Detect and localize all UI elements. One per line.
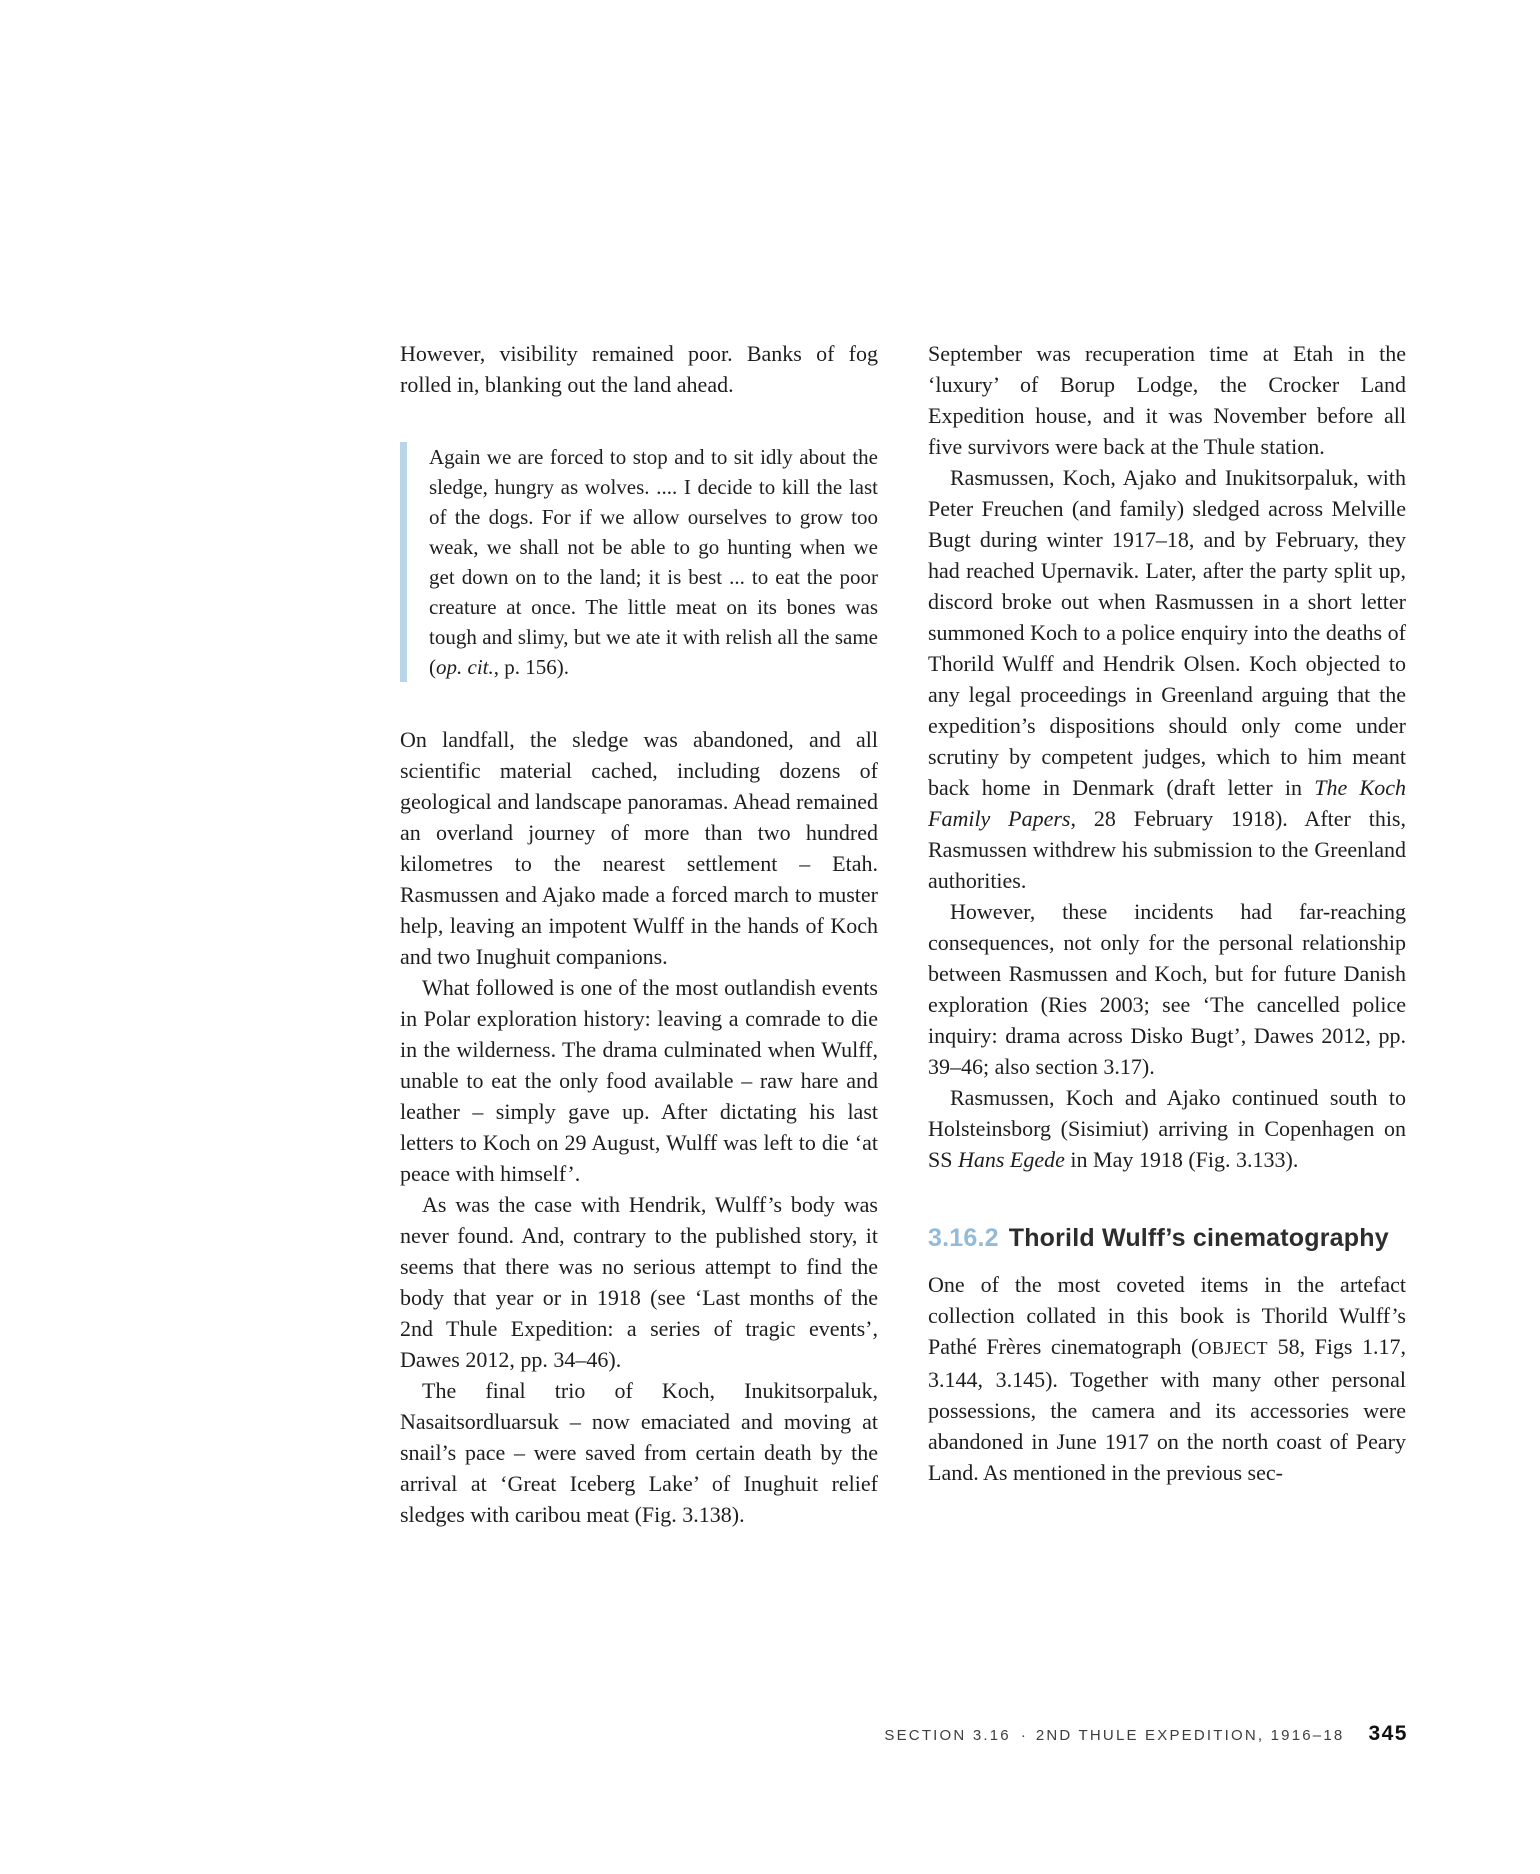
body-paragraph: Rasmussen, Koch and Ajako continued south to Holsteinsborg (Sisimiut) arriving in Copenhagen on SS Hans Egede in May 1918 (Fig. 3.133). [928, 1085, 1406, 1172]
left-column [400, 338, 878, 1530]
body-paragraph: What followed is one of the most outlandish events in Polar exploration history: leaving a comrade to die in the wilderness. The drama culminated when Wulff, unable to eat the only food available – raw hare and leather – simply gave up. After dictating his last letters to Koch on 29 August, Wulff was left to die ‘at peace with himself’. [400, 975, 878, 1186]
body-paragraph: Rasmussen, Koch, Ajako and Inukitsorpaluk, with Peter Freuchen (and family) sledged across Melville Bugt during winter 1917–18, and by February, they had reached Upernavik. Later, after the party split up, discord broke out when Rasmussen in a short letter summoned Koch to a police enquiry into the deaths of Thorild Wulff and Hendrik Olsen. Koch objected to any legal proceedings in Greenland arguing that the expedition’s dispositions should only come under scrutiny by competent judges, which to him meant back home in Denmark (draft letter in The Koch Family Papers, 28 February 1918). After this, Rasmussen withdrew his submission to the Greenland authorities. [928, 465, 1406, 893]
pull-quote: Again we are forced to stop and to sit idly about the sledge, hungry as wolves. .... I decide to kill the last of the dogs. For if we allow ourselves to grow too weak, we shall not be able to go hunting when we get down on to the land; it is best ... to eat the poor creature at once. The little meat on its bones was tough and slimy, but we ate it with relish all the same (op. cit., p. 156). [400, 442, 878, 682]
body-paragraph: On landfall, the sledge was abandoned, and all scientific material cached, including dozens of geological and landscape panoramas. Ahead remained an overland journey of more than two hundred kilometres to the nearest settlement – Etah. Rasmussen and Ajako made a forced march to muster help, leaving an impotent Wulff in the hands of Koch and two Inughuit companions. [400, 727, 878, 969]
page-footer [400, 1722, 1408, 1746]
page-number: 345 [1368, 1722, 1408, 1745]
body-paragraph: The final trio of Koch, Inukitsorpaluk, Nasaitsordluarsuk – now emaciated and moving at snail’s pace – were saved from certain death by the arrival at ‘Great Iceberg Lake’ of Inughuit relief sledges with caribou meat (Fig. 3.138). [400, 1378, 878, 1527]
body-paragraph: As was the case with Hendrik, Wulff’s body was never found. And, contrary to the published story, it seems that there was no serious attempt to find the body that year or in 1918 (see ‘Last months of the 2nd Thule Expedition: a series of tragic events’, Dawes 2012, pp. 34–46). [400, 1192, 878, 1372]
right-column [928, 338, 1406, 1530]
body-paragraph: However, these incidents had far-reaching consequences, not only for the personal relationship between Rasmussen and Koch, but for future Danish exploration (Ries 2003; see ‘The cancelled police inquiry: drama across Disko Bugt’, Dawes 2012, pp. 39–46; also section 3.17). [928, 899, 1406, 1079]
footer-chapter-title: 2ND THULE EXPEDITION, 1916–18 [1035, 1727, 1345, 1744]
footer-separator: · [1020, 1727, 1026, 1744]
body-paragraph: One of the most coveted items in the artefact collection collated in this book is Thorild Wulff’s Pathé Frères cinematograph (OBJECT 58, Figs 1.17, 3.144, 3.145). Together with many other personal possessions, the camera and its accessories were abandoned in June 1917 on the north coast of Peary Land. As mentioned in the previous sec- [928, 1272, 1406, 1485]
main-content [400, 338, 1406, 1530]
footer-section-label: SECTION 3.16 [884, 1727, 1011, 1744]
section-heading-number: 3.16.2 [928, 1224, 999, 1252]
body-paragraph: However, visibility remained poor. Banks of fog rolled in, blanking out the land ahead. [400, 341, 878, 397]
section-heading-title: Thorild Wulff’s cinematography [1008, 1224, 1389, 1252]
section-heading [928, 1223, 1406, 1253]
body-paragraph: September was recuperation time at Etah in the ‘luxury’ of Borup Lodge, the Crocker Land Expedition house, and it was November before all five survivors were back at the Thule station. [928, 341, 1406, 459]
